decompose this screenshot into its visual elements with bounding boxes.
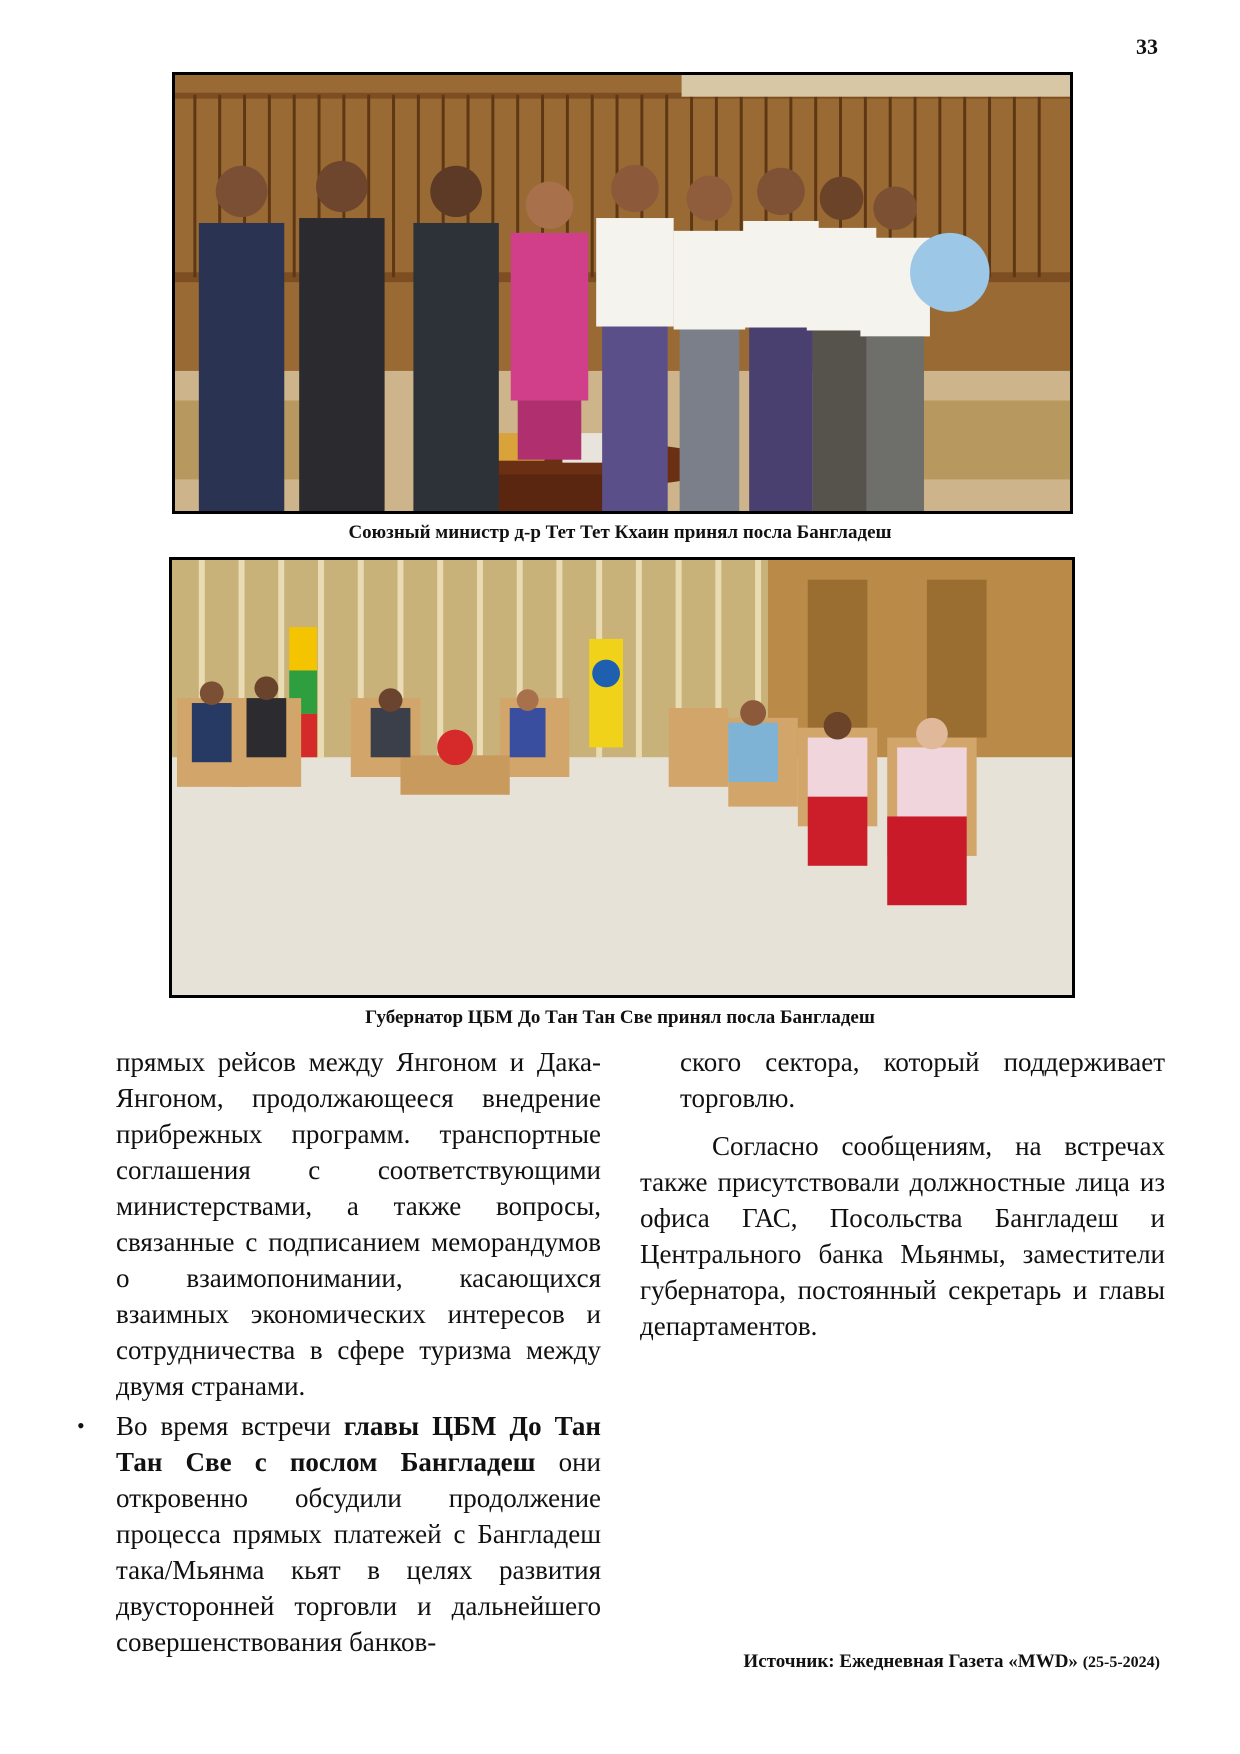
source-label: Источник: Ежедневная Газета «MWD» — [743, 1651, 1078, 1672]
page-number: 33 — [1136, 34, 1158, 59]
left-column — [77, 1044, 601, 1660]
photo-governor-meeting-image — [172, 560, 1072, 995]
bullet-marker: • — [77, 1413, 85, 1438]
photo-minister-meeting-image — [175, 75, 1070, 511]
photo-caption: Губернатор ЦБМ До Тан Тан Све принял посла Бангладеш — [365, 1007, 875, 1028]
source-line — [743, 1651, 1160, 1673]
bullet-rest-text: они откровенно обсудили продолжение процесса прямых платежей с Бангладеш така/Мьянма кьят в целях развития двусторонней торговли и дальнейшего совершенствования банков- — [116, 1447, 601, 1657]
paragraph: Согласно сообщениям, на встречах также присутствовали должностные лица из офиса ГАС, Посольства Бангладеш и Центрального банка Мьянмы, заместители губернатора, постоянный секретарь и главы департаментов. — [640, 1131, 1165, 1341]
paragraph: ского сектора, который поддерживает торговлю. — [680, 1047, 1165, 1113]
photo-minister-meeting — [172, 72, 1073, 514]
right-column — [640, 1044, 1165, 1344]
paragraph: прямых рейсов между Янгоном и Дака-Янгоном, продолжающееся внедрение прибрежных программ. транспортные соглашения с соответствующими министерствами, а также вопросы, связанные с подписанием меморандумов о взаимопонимании, касающихся взаимных экономических интересов и сотрудничества в сфере туризма между двумя странами. — [116, 1047, 601, 1401]
photo-governor-meeting — [169, 557, 1075, 998]
bullet-intro-text: Во время встречи — [116, 1411, 344, 1441]
bullet-bold-text: главы ЦБМ До Тан Тан Све с послом Бангладеш — [116, 1411, 601, 1477]
source-date: (25-5-2024) — [1082, 1654, 1160, 1671]
bullet-paragraph — [77, 1408, 601, 1660]
photo-caption: Союзный министр д-р Тет Тет Кхаин принял посла Бангладеш — [348, 522, 892, 543]
